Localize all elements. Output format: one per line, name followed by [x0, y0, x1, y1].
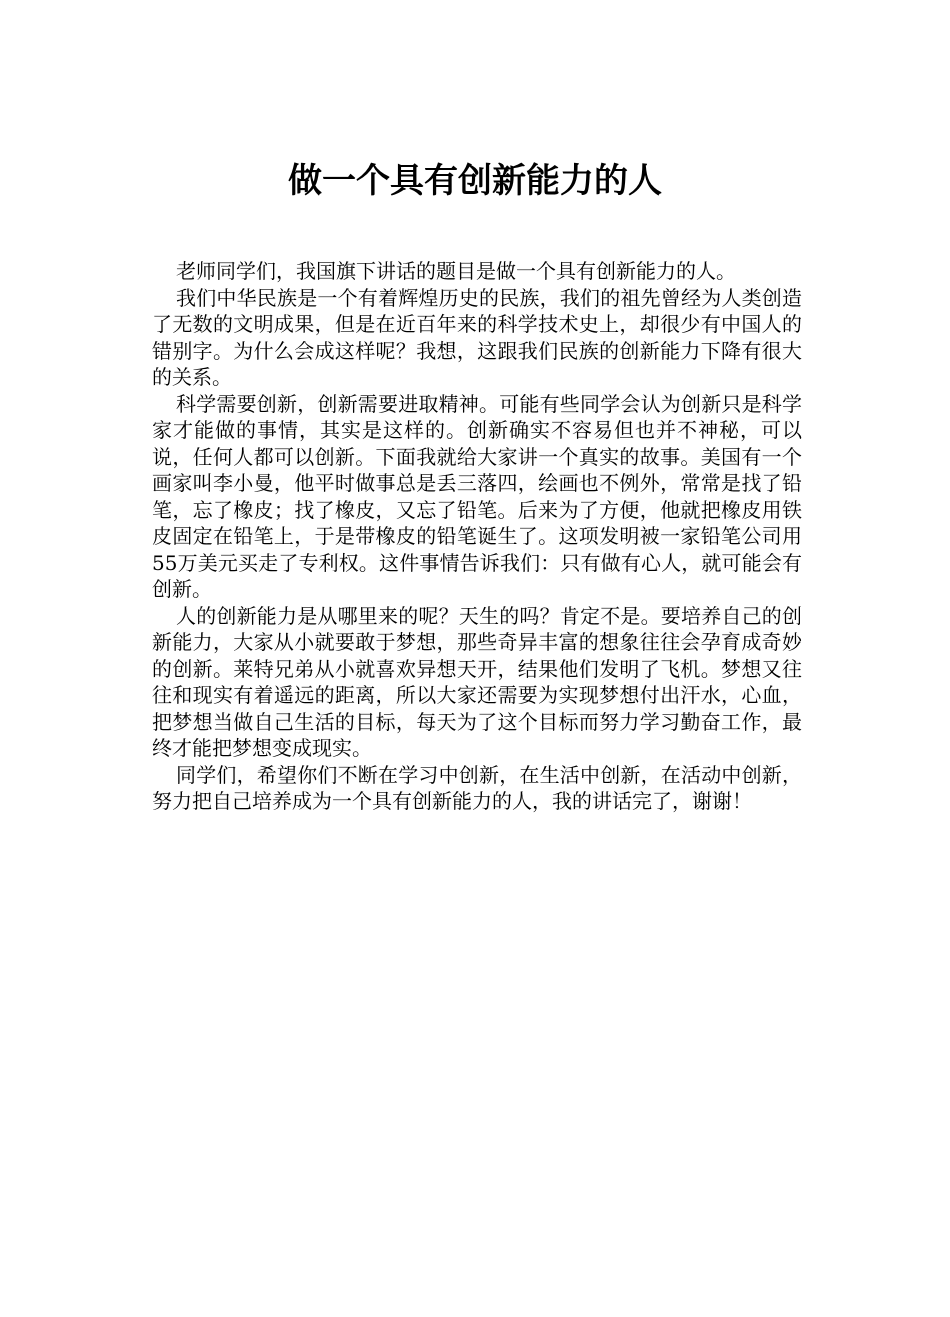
document-title: 做一个具有创新能力的人 — [288, 161, 662, 201]
document-body — [152, 258, 802, 815]
paragraph-intro: 老师同学们，我国旗下讲话的题目是做一个具有创新能力的人。 — [176, 259, 736, 283]
paragraph-story: 科学需要创新，创新需要进取精神。可能有些同学会认为创新只是科学家才能做的事情，其实是这样的。创新确实不容易但也并不神秘，可以说，任何人都可以创新。下面我就给大家讲一个真实的故事。美国有一个画家叫李小曼，他平时做事总是丢三落四，绘画也不例外，常常是找了铅笔，忘了橡皮；找了橡皮，又忘了铅笔。后来为了方便，他就把橡皮用铁皮固定在铅笔上，于是带橡皮的铅笔诞生了。这项发明被一家铅笔公司用55万美元买走了专利权。这件事情告诉我们：只有做有心人，就可能会有创新。 — [152, 391, 802, 601]
paragraph-history: 我们中华民族是一个有着辉煌历史的民族，我们的祖先曾经为人类创造了无数的文明成果，但是在近百年来的科学技术史上，却很少有中国人的错别字。为什么会成这样呢？我想，这跟我们民族的创新能力下降有很大的关系。 — [152, 285, 802, 389]
paragraph-dreams: 人的创新能力是从哪里来的呢？天生的吗？肯定不是。要培养自己的创新能力，大家从小就要敢于梦想，那些奇异丰富的想象往往会孕育成奇妙的创新。莱特兄弟从小就喜欢异想天开，结果他们发明了飞机。梦想又往往和现实有着遥远的距离，所以大家还需要为实现梦想付出汗水，心血，把梦想当做自己生活的目标，每天为了这个目标而努力学习勤奋工作，最终才能把梦想变成现实。 — [152, 603, 802, 760]
paragraph-closing: 同学们，希望你们不断在学习中创新，在生活中创新，在活动中创新，努力把自己培养成为一个具有创新能力的人，我的讲话完了，谢谢！ — [152, 762, 802, 813]
